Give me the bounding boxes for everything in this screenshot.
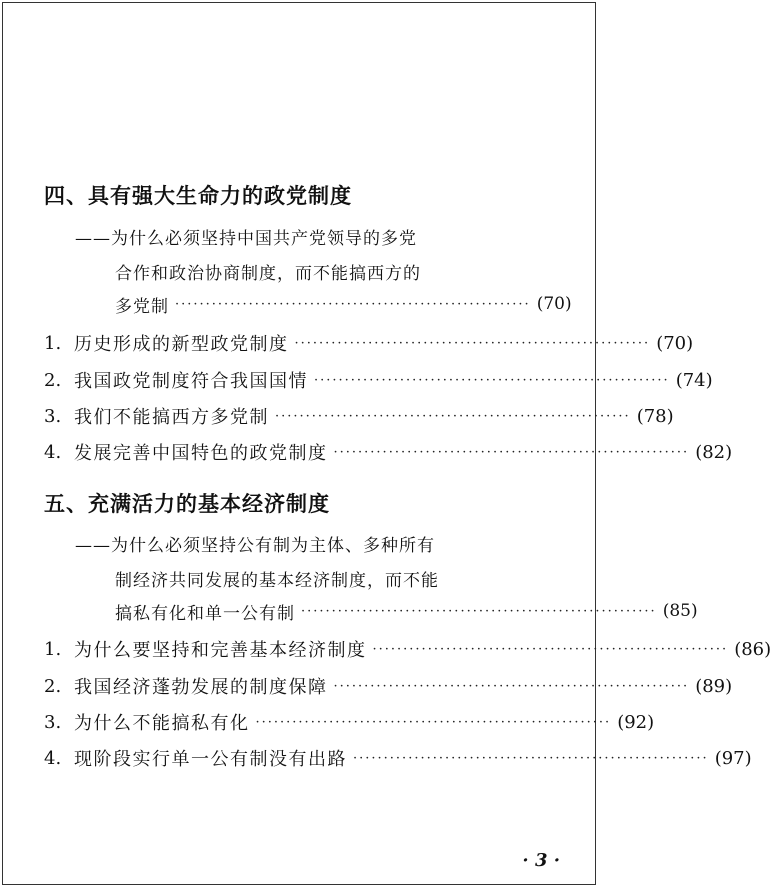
leader-dots: ·························································· (314, 372, 670, 388)
item-title: 我国政党制度符合我国国情 (74, 371, 308, 392)
item-number: 4. (44, 441, 62, 463)
item-number: 2. (44, 369, 62, 391)
section-4-subtitle-line-3: 多党制 (115, 296, 169, 317)
leader-dots: ·························································· (275, 408, 631, 424)
page-ref: (97) (714, 747, 752, 769)
toc-entry[interactable] (44, 401, 674, 431)
item-title: 我国经济蓬勃发展的制度保障 (74, 677, 328, 698)
section-4-subtitle-line-2: 合作和政治协商制度，而不能搞西方的 (115, 264, 421, 284)
item-number: 3. (44, 711, 62, 733)
toc-entry[interactable] (44, 437, 733, 467)
leader-dots: ·························································· (301, 603, 657, 619)
page-ref: (92) (617, 711, 655, 733)
page-ref: (70) (656, 332, 694, 354)
item-title: 历史形成的新型政党制度 (74, 334, 289, 355)
item-number: 3. (44, 405, 62, 427)
section-5-title: 五、充满活力的基本经济制度 (44, 491, 330, 516)
leader-dots: ·························································· (372, 641, 729, 657)
section-5-subtitle-line-3: 搞私有化和单一公有制 (115, 603, 295, 624)
item-number: 4. (44, 747, 62, 769)
item-number: 1. (44, 638, 62, 660)
section-4-subtitle-entry[interactable] (115, 289, 570, 319)
page-ref: (78) (636, 405, 674, 427)
section-4-title: 四、具有强大生命力的政党制度 (44, 183, 352, 208)
leader-dots: ·························································· (333, 678, 690, 694)
leader-dots: ·························································· (353, 750, 709, 766)
page-ref: (86) (734, 638, 771, 660)
leader-dots: ·························································· (255, 714, 612, 730)
item-title: 为什么要坚持和完善基本经济制度 (74, 640, 367, 661)
leader-dots: ·························································· (175, 296, 531, 312)
item-number: 1. (44, 332, 62, 354)
page-number: · 3 · (522, 850, 560, 871)
page-ref: (70) (536, 294, 572, 314)
item-title: 为什么不能搞私有化 (74, 713, 250, 734)
item-number: 2. (44, 675, 62, 697)
leader-dots: ·························································· (333, 444, 690, 460)
page-ref: (74) (675, 369, 713, 391)
toc-entry[interactable] (44, 743, 752, 773)
section-4-subtitle-line-1: ——为什么必须坚持中国共产党领导的多党 (75, 229, 417, 249)
toc-entry[interactable] (44, 671, 733, 701)
page-ref: (85) (662, 601, 698, 621)
toc-entry[interactable] (44, 634, 771, 664)
toc-entry[interactable] (44, 707, 655, 737)
item-title: 发展完善中国特色的政党制度 (74, 443, 328, 464)
toc-entry[interactable] (44, 328, 694, 358)
item-title: 现阶段实行单一公有制没有出路 (74, 749, 347, 770)
section-5-subtitle-line-1: ——为什么必须坚持公有制为主体、多种所有 (75, 536, 435, 556)
section-5-subtitle-line-2: 制经济共同发展的基本经济制度，而不能 (115, 571, 439, 591)
section-5-subtitle-entry[interactable] (115, 596, 698, 626)
page-ref: (82) (695, 441, 733, 463)
toc-entry[interactable] (44, 365, 713, 395)
item-title: 我们不能搞西方多党制 (74, 407, 269, 428)
page-ref: (89) (695, 675, 733, 697)
leader-dots: ·························································· (294, 335, 651, 351)
